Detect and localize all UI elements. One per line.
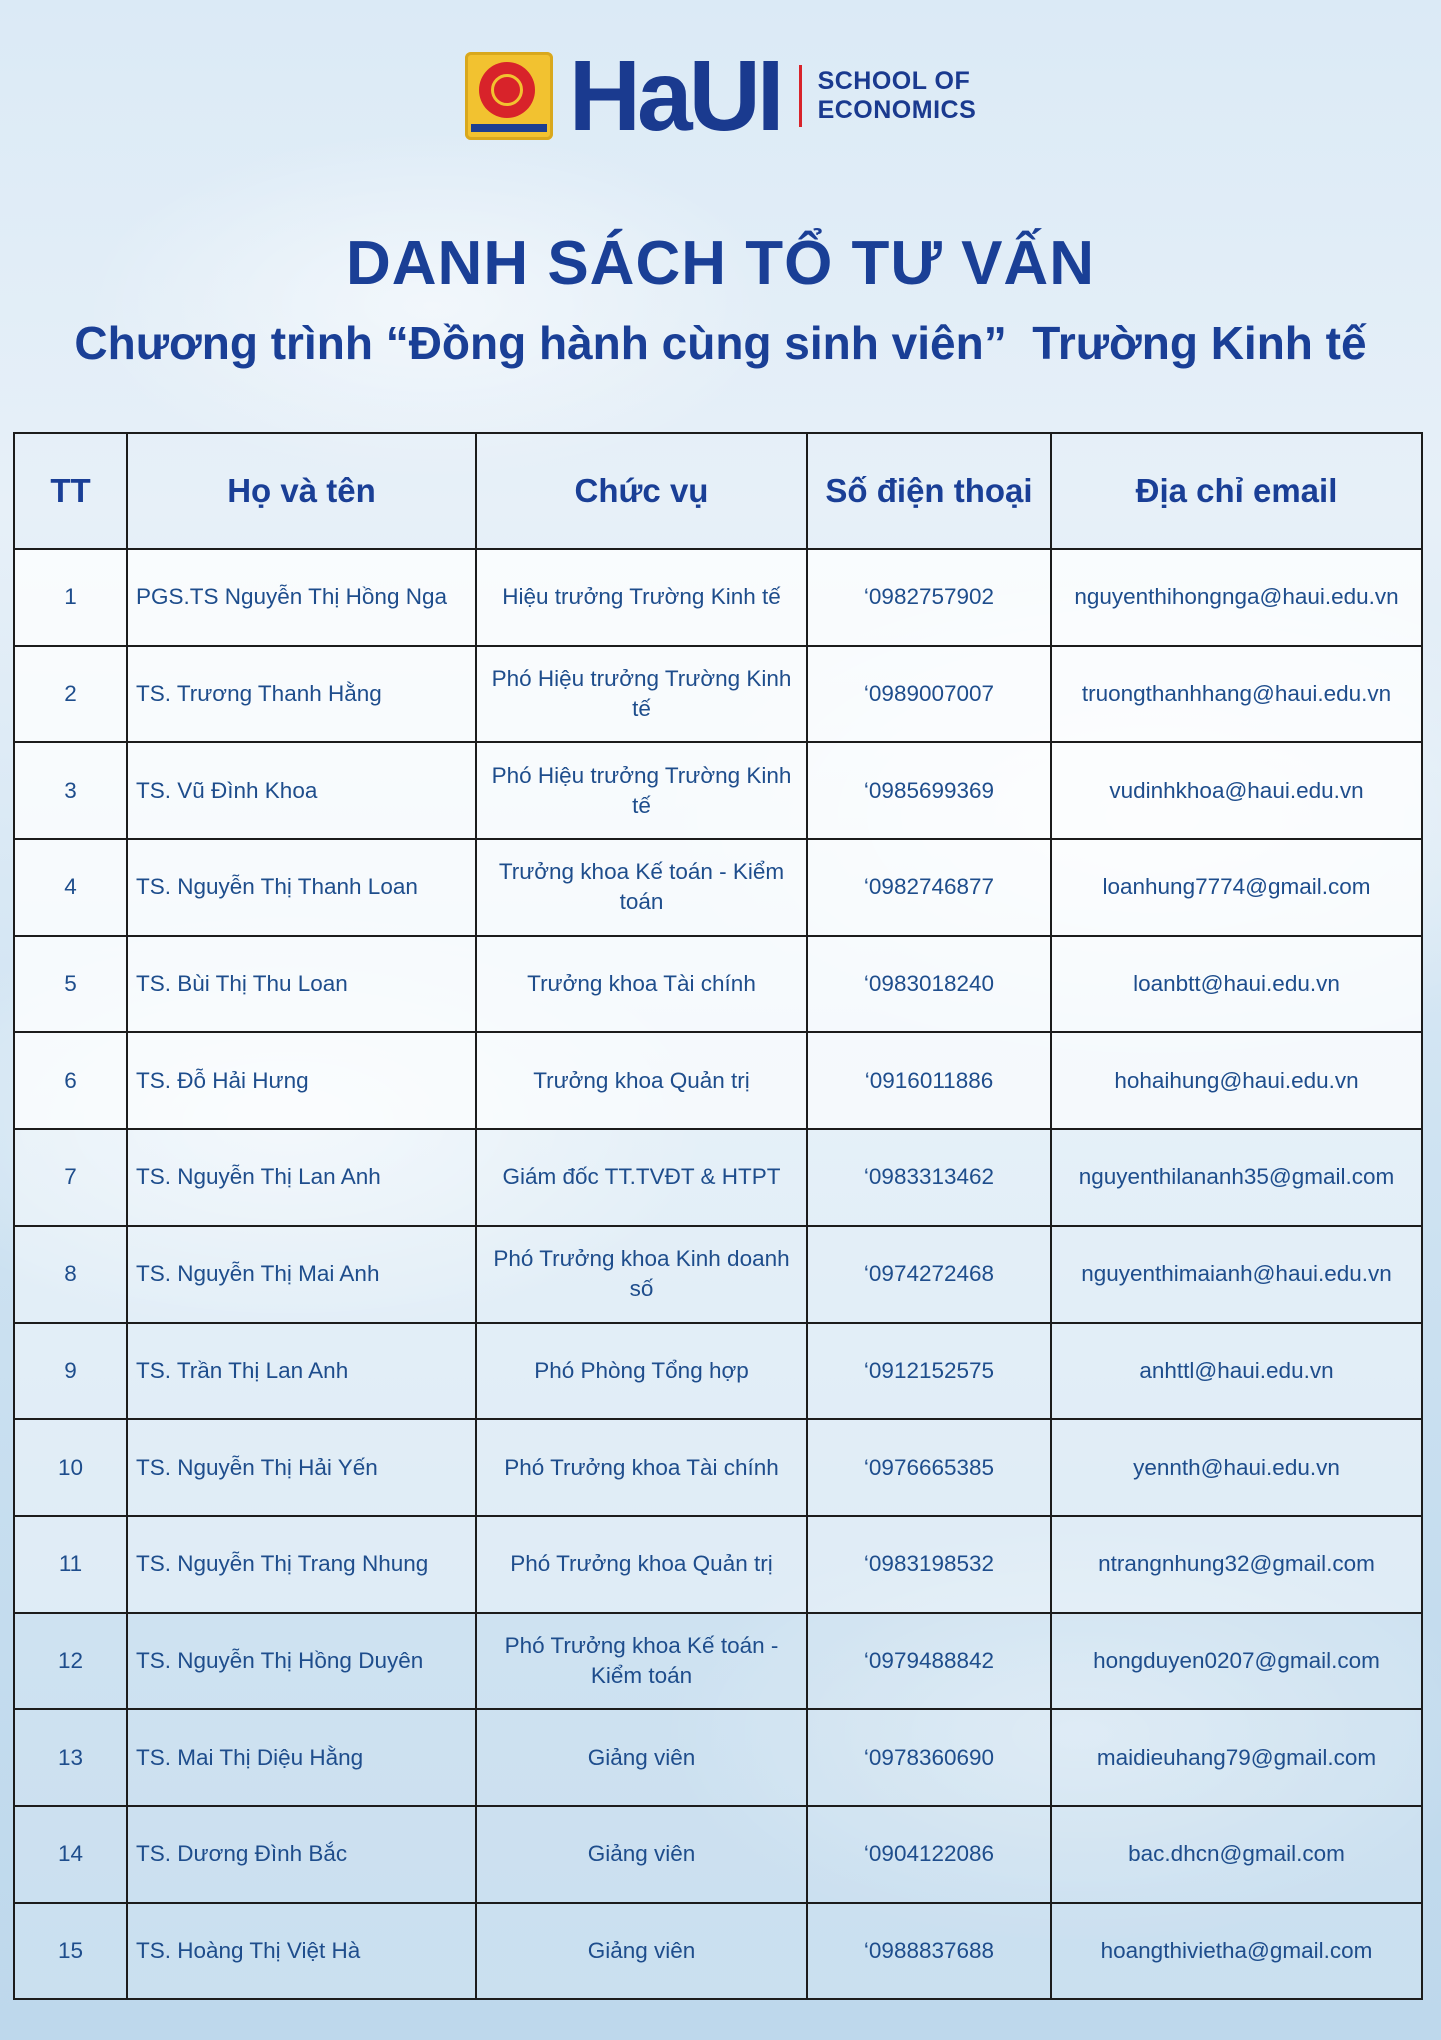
cell-phone: ‘0974272468 — [807, 1226, 1051, 1323]
cell-email: nguyenthihongnga@haui.edu.vn — [1051, 549, 1422, 646]
cell-name: TS. Nguyễn Thị Mai Anh — [127, 1226, 476, 1323]
cell-phone: ‘0988837688 — [807, 1903, 1051, 2000]
table-row — [14, 1806, 1422, 1903]
cell-role: Giảng viên — [476, 1709, 807, 1806]
cell-tt: 5 — [14, 936, 127, 1033]
cell-name: TS. Mai Thị Diệu Hằng — [127, 1709, 476, 1806]
table-row — [14, 1903, 1422, 2000]
cell-role: Trưởng khoa Quản trị — [476, 1032, 807, 1129]
cell-phone: ‘0989007007 — [807, 646, 1051, 743]
cell-role: Phó Trưởng khoa Kinh doanh số — [476, 1226, 807, 1323]
table-row — [14, 839, 1422, 936]
cell-name: TS. Hoàng Thị Việt Hà — [127, 1903, 476, 2000]
cell-name: TS. Nguyễn Thị Trang Nhung — [127, 1516, 476, 1613]
brand-divider — [799, 65, 802, 127]
brand-name: HaUI — [568, 40, 781, 152]
cell-phone: ‘0979488842 — [807, 1613, 1051, 1710]
cell-name: TS. Nguyễn Thị Hồng Duyên — [127, 1613, 476, 1710]
table-row — [14, 1709, 1422, 1806]
cell-phone: ‘0982757902 — [807, 549, 1051, 646]
cell-email: nguyenthilananh35@gmail.com — [1051, 1129, 1422, 1226]
cell-tt: 10 — [14, 1419, 127, 1516]
table-header-row — [14, 433, 1422, 549]
table-row — [14, 1129, 1422, 1226]
cell-email: truongthanhhang@haui.edu.vn — [1051, 646, 1422, 743]
haui-emblem-icon — [465, 52, 553, 140]
cell-tt: 11 — [14, 1516, 127, 1613]
table-row — [14, 936, 1422, 1033]
cell-name: TS. Vũ Đình Khoa — [127, 742, 476, 839]
cell-tt: 4 — [14, 839, 127, 936]
table-row — [14, 742, 1422, 839]
cell-tt: 14 — [14, 1806, 127, 1903]
column-header-phone: Số điện thoại — [807, 433, 1051, 549]
cell-email: ntrangnhung32@gmail.com — [1051, 1516, 1422, 1613]
column-header-tt: TT — [14, 433, 127, 549]
advisor-table-container — [13, 432, 1421, 2000]
cell-phone: ‘0983018240 — [807, 936, 1051, 1033]
cell-tt: 7 — [14, 1129, 127, 1226]
cell-email: hohaihung@haui.edu.vn — [1051, 1032, 1422, 1129]
cell-name: TS. Nguyễn Thị Hải Yến — [127, 1419, 476, 1516]
cell-email: anhttl@haui.edu.vn — [1051, 1323, 1422, 1420]
table-row — [14, 1323, 1422, 1420]
cell-phone: ‘0983198532 — [807, 1516, 1051, 1613]
cell-role: Phó Trưởng khoa Quản trị — [476, 1516, 807, 1613]
column-header-role: Chức vụ — [476, 433, 807, 549]
page-subtitle: Chương trình “Đồng hành cùng sinh viên” Trường Kinh tế — [74, 317, 1367, 369]
header-logo — [0, 40, 1441, 152]
table-row — [14, 1613, 1422, 1710]
cell-phone: ‘0985699369 — [807, 742, 1051, 839]
cell-role: Trưởng khoa Kế toán - Kiểm toán — [476, 839, 807, 936]
cell-email: loanhung7774@gmail.com — [1051, 839, 1422, 936]
cell-phone: ‘0983313462 — [807, 1129, 1051, 1226]
cell-role: Phó Phòng Tổng hợp — [476, 1323, 807, 1420]
cell-role: Phó Trưởng khoa Tài chính — [476, 1419, 807, 1516]
cell-name: TS. Nguyễn Thị Lan Anh — [127, 1129, 476, 1226]
cell-email: hoangthivietha@gmail.com — [1051, 1903, 1422, 2000]
cell-tt: 6 — [14, 1032, 127, 1129]
table-row — [14, 1032, 1422, 1129]
table-row — [14, 1516, 1422, 1613]
cell-phone: ‘0912152575 — [807, 1323, 1051, 1420]
cell-email: loanbtt@haui.edu.vn — [1051, 936, 1422, 1033]
cell-name: TS. Trương Thanh Hằng — [127, 646, 476, 743]
cell-email: bac.dhcn@gmail.com — [1051, 1806, 1422, 1903]
advisor-table — [13, 432, 1423, 2000]
cell-tt: 9 — [14, 1323, 127, 1420]
column-header-email: Địa chỉ email — [1051, 433, 1422, 549]
cell-tt: 13 — [14, 1709, 127, 1806]
cell-phone: ‘0978360690 — [807, 1709, 1051, 1806]
cell-tt: 15 — [14, 1903, 127, 2000]
cell-name: TS. Bùi Thị Thu Loan — [127, 936, 476, 1033]
table-row — [14, 549, 1422, 646]
cell-email: hongduyen0207@gmail.com — [1051, 1613, 1422, 1710]
cell-role: Giám đốc TT.TVĐT & HTPT — [476, 1129, 807, 1226]
school-line-2: ECONOMICS — [817, 96, 977, 124]
page-title: DANH SÁCH TỔ TƯ VẤN — [346, 229, 1095, 298]
cell-email: vudinhkhoa@haui.edu.vn — [1051, 742, 1422, 839]
cell-role: Trưởng khoa Tài chính — [476, 936, 807, 1033]
cell-role: Giảng viên — [476, 1903, 807, 2000]
school-name — [818, 67, 977, 125]
cell-email: maidieuhang79@gmail.com — [1051, 1709, 1422, 1806]
column-header-name: Họ và tên — [127, 433, 476, 549]
cell-tt: 1 — [14, 549, 127, 646]
cell-role: Phó Hiệu trưởng Trường Kinh tế — [476, 646, 807, 743]
cell-name: TS. Dương Đình Bắc — [127, 1806, 476, 1903]
cell-email: yennth@haui.edu.vn — [1051, 1419, 1422, 1516]
cell-name: TS. Nguyễn Thị Thanh Loan — [127, 839, 476, 936]
cell-phone: ‘0976665385 — [807, 1419, 1051, 1516]
cell-name: PGS.TS Nguyễn Thị Hồng Nga — [127, 549, 476, 646]
table-row — [14, 1226, 1422, 1323]
cell-tt: 12 — [14, 1613, 127, 1710]
cell-phone: ‘0916011886 — [807, 1032, 1051, 1129]
cell-role: Phó Hiệu trưởng Trường Kinh tế — [476, 742, 807, 839]
cell-role: Phó Trưởng khoa Kế toán - Kiểm toán — [476, 1613, 807, 1710]
cell-tt: 2 — [14, 646, 127, 743]
cell-role: Hiệu trưởng Trường Kinh tế — [476, 549, 807, 646]
cell-email: nguyenthimaianh@haui.edu.vn — [1051, 1226, 1422, 1323]
cell-tt: 8 — [14, 1226, 127, 1323]
school-line-1: SCHOOL OF — [817, 67, 971, 95]
cell-name: TS. Đỗ Hải Hưng — [127, 1032, 476, 1129]
cell-phone: ‘0982746877 — [807, 839, 1051, 936]
cell-phone: ‘0904122086 — [807, 1806, 1051, 1903]
table-row — [14, 1419, 1422, 1516]
cell-tt: 3 — [14, 742, 127, 839]
table-row — [14, 646, 1422, 743]
cell-role: Giảng viên — [476, 1806, 807, 1903]
cell-name: TS. Trần Thị Lan Anh — [127, 1323, 476, 1420]
